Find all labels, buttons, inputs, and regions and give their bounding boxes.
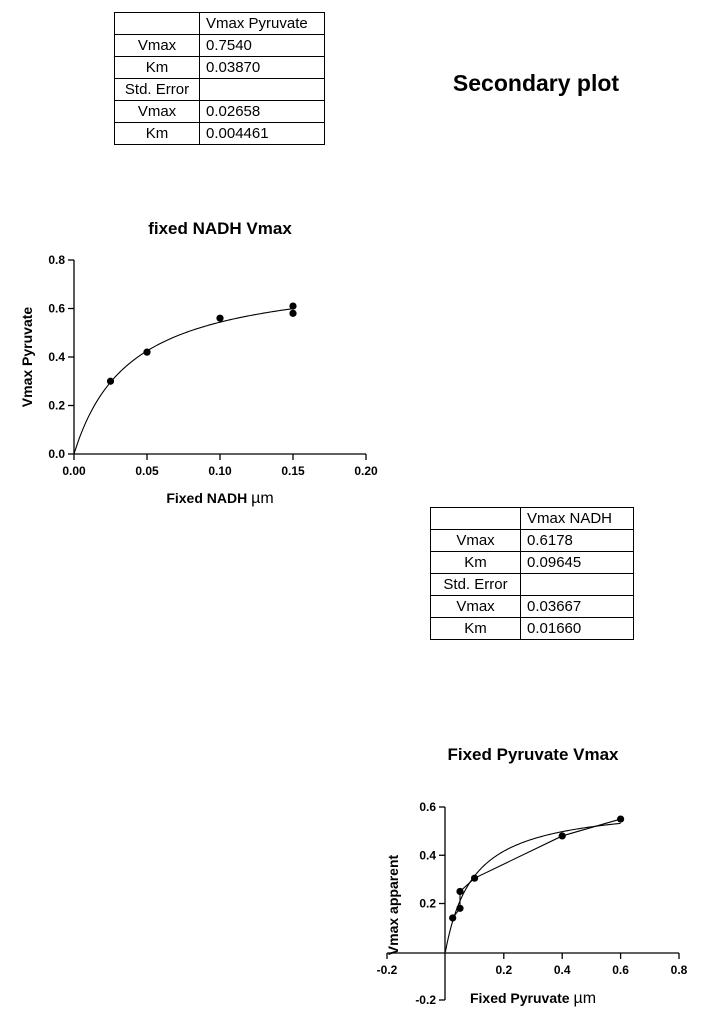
data-point <box>471 875 478 882</box>
row-label: Km <box>115 57 200 79</box>
x-tick-label: -0.2 <box>376 963 398 977</box>
y-tick-label: -0.2 <box>415 993 436 1007</box>
row-value: 0.01660 <box>521 618 634 640</box>
row-label: Km <box>431 552 521 574</box>
x-axis-unit: µm <box>251 490 274 507</box>
x-tick-label: 0.8 <box>670 963 688 977</box>
y-axis-label: Vmax apparent <box>385 854 401 956</box>
x-tick-label: 0.20 <box>354 464 378 478</box>
data-point <box>456 888 463 895</box>
y-tick-label: 0.4 <box>48 350 65 364</box>
y-axis-label: Vmax Pyruvate <box>19 306 35 408</box>
row-label: Vmax <box>431 530 521 552</box>
row-value: 0.7540 <box>200 35 325 57</box>
x-tick-label: 0.15 <box>281 464 305 478</box>
chart-axes <box>377 800 688 1007</box>
x-tick-label: 0.4 <box>553 963 571 977</box>
data-point <box>449 914 456 921</box>
connecting-line <box>453 819 621 918</box>
row-label: Std. Error <box>431 574 521 596</box>
row-value: 0.6178 <box>521 530 634 552</box>
y-tick-label: 0.2 <box>48 398 65 413</box>
data-point <box>456 905 463 912</box>
y-tick-label: 0.4 <box>419 848 436 863</box>
x-axis-label-text: Fixed NADH <box>166 490 248 506</box>
chart-title: fixed NADH Vmax <box>148 219 292 238</box>
row-label: Std. Error <box>115 79 200 101</box>
y-tick-label: 0.6 <box>48 301 65 316</box>
y-tick-label: 0.0 <box>48 447 65 461</box>
secondary-plot-title: Secondary plot <box>452 70 620 96</box>
row-label: Vmax <box>115 35 200 57</box>
row-value: 0.09645 <box>521 552 634 574</box>
row-value: 0.02658 <box>200 101 325 123</box>
x-tick-label: 0.00 <box>62 464 86 478</box>
table-header-cell: Vmax Pyruvate <box>200 13 325 35</box>
x-tick-label: 0.10 <box>208 464 232 478</box>
data-points <box>449 815 624 921</box>
x-axis-unit: µm <box>573 990 597 1007</box>
row-label: Vmax <box>431 596 521 618</box>
row-label: Vmax <box>115 101 200 123</box>
fit-curve-group <box>445 819 620 952</box>
x-axis-label <box>470 990 596 1007</box>
row-label: Km <box>431 618 521 640</box>
fit-curve <box>445 823 620 951</box>
row-value: 0.03870 <box>200 57 325 79</box>
x-tick-label: 0.6 <box>612 963 629 977</box>
row-label: Km <box>115 123 200 145</box>
row-value: 0.004461 <box>200 123 325 145</box>
row-value: 0.03667 <box>521 596 634 618</box>
x-tick-label: 0.05 <box>135 464 159 478</box>
y-tick-label: 0.6 <box>419 800 436 814</box>
y-tick-label: 0.8 <box>48 253 65 267</box>
table-header-cell: Vmax NADH <box>521 508 634 530</box>
chart-title: Fixed Pyruvate Vmax <box>447 745 619 764</box>
x-tick-label: 0.2 <box>495 963 513 977</box>
data-point <box>617 815 624 822</box>
x-axis-label-text: Fixed Pyruvate <box>469 990 570 1006</box>
data-point <box>559 832 566 839</box>
y-tick-label: 0.2 <box>419 896 436 911</box>
